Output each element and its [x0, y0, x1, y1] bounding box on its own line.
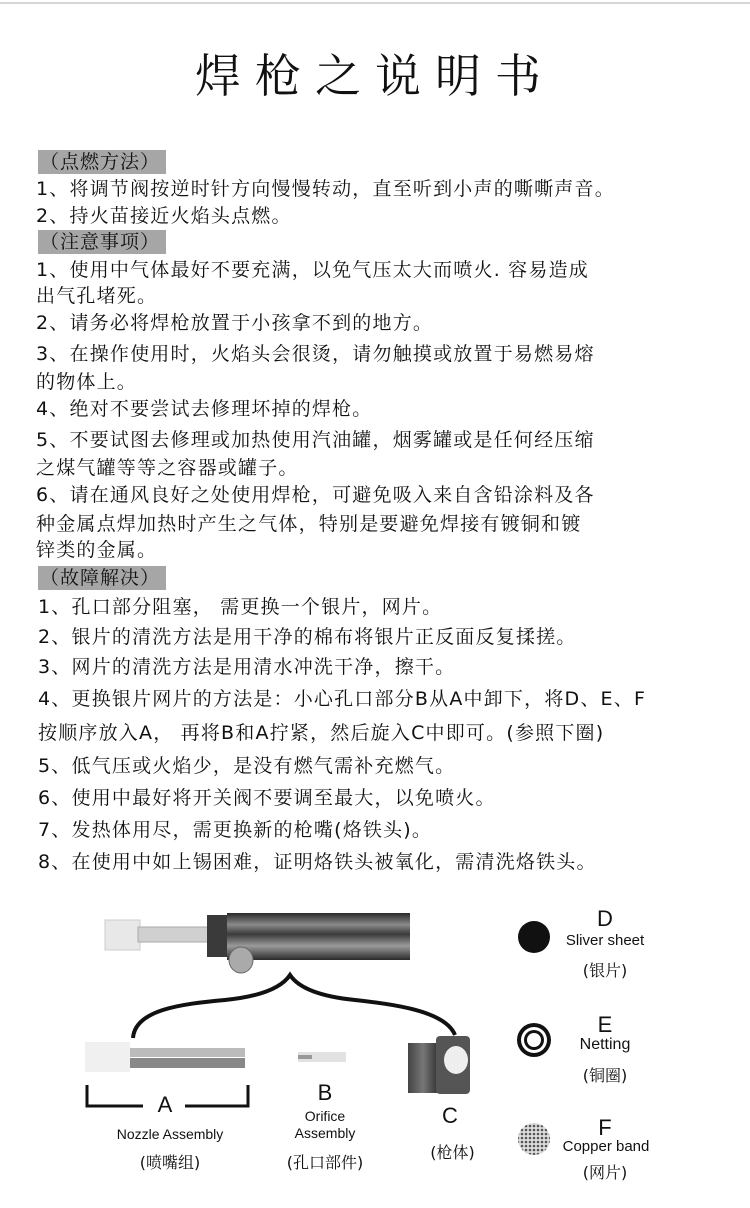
top-divider	[0, 2, 750, 4]
text-line: 5、低气压或火焰少，是没有燃气需补充燃气。	[38, 755, 456, 777]
text-line: 1、使用中气体最好不要充满，以免气压太大而喷火. 容易造成	[36, 259, 589, 281]
part-c-cn: (枪体)	[430, 1143, 475, 1162]
text-line: 5、不要试图去修理或加热使用汽油罐，烟雾罐或是任何经压缩	[36, 429, 595, 451]
part-d-name: Sliver sheet	[565, 932, 645, 949]
section-header-troubleshooting: （故障解决）	[38, 566, 166, 590]
part-f-cn: (网片)	[582, 1163, 628, 1182]
text-line: 锌类的金属。	[36, 539, 158, 561]
part-e-cn: (铜圈)	[582, 1066, 628, 1085]
part-d-letter: D	[597, 906, 613, 931]
text-line: 2、请务必将焊枪放置于小孩拿不到的地方。	[36, 312, 434, 334]
part-b-name-2: Assembly	[294, 1125, 356, 1141]
text-line: 3、网片的清洗方法是用清水冲洗干净，擦干。	[38, 656, 456, 678]
text-line: 4、更换银片网片的方法是：小心孔口部分B从A中卸下，将D、E、F	[38, 688, 647, 710]
part-b-letter: B	[317, 1080, 333, 1105]
part-b-cn: (孔口部件)	[286, 1153, 364, 1172]
part-a-cn: (喷嘴组)	[139, 1153, 201, 1172]
part-f-letter: F	[598, 1115, 612, 1140]
text-line: 种金属点焊加热时产生之气体，特别是要避免焊接有镀铜和镀	[36, 513, 582, 535]
instructions-body	[36, 150, 716, 878]
section-header-ignition: （点燃方法）	[38, 150, 166, 174]
text-line: 1、将调节阀按逆时针方向慢慢转动，直至听到小声的嘶嘶声音。	[36, 178, 615, 200]
part-a-letter: A	[157, 1092, 173, 1117]
text-line: 2、持火苗接近火焰头点燃。	[36, 205, 292, 227]
part-b-name-1: Orifice	[304, 1108, 346, 1124]
section-cautions	[36, 230, 716, 562]
section-header-cautions: （注意事项）	[38, 230, 166, 254]
part-f-name: Copper band	[562, 1138, 650, 1155]
text-line: 出气孔堵死。	[36, 285, 158, 307]
text-line: 3、在操作使用时，火焰头会很烫，请勿触摸或放置于易燃易熔	[36, 343, 595, 365]
text-line: 2、银片的清洗方法是用干净的棉布将银片正反面反复揉搓。	[38, 626, 577, 648]
part-e-letter: E	[597, 1012, 613, 1037]
text-line: 8、在使用中如上锡困难，证明烙铁头被氧化，需清洗烙铁头。	[38, 851, 597, 873]
text-line: 之煤气罐等等之容器或罐子。	[36, 457, 299, 479]
part-d-cn: (银片)	[582, 961, 628, 980]
section-ignition	[36, 150, 716, 230]
text-line: 6、使用中最好将开关阀不要调至最大，以免喷火。	[38, 787, 496, 809]
part-a-name: Nozzle Assembly	[116, 1126, 224, 1142]
text-line: 按顺序放入A， 再将B和A拧紧，然后旋入C中即可。(参照下圈)	[38, 722, 605, 744]
text-line: 7、发热体用尽，需更换新的枪嘴(烙铁头)。	[38, 819, 433, 841]
text-line: 6、请在通风良好之处使用焊枪，可避免吸入来自含铅涂料及各	[36, 484, 595, 506]
section-troubleshooting	[36, 566, 716, 878]
text-line: 4、绝对不要尝试去修理坏掉的焊枪。	[36, 398, 373, 420]
parts-diagram	[0, 880, 750, 1200]
text-line: 1、孔口部分阻塞， 需更换一个银片，网片。	[38, 596, 443, 618]
part-e-name: Netting	[579, 1036, 631, 1053]
part-c-letter: C	[442, 1103, 458, 1128]
page-title: 焊枪之说明书	[195, 49, 555, 103]
text-line: 的物体上。	[36, 371, 138, 393]
